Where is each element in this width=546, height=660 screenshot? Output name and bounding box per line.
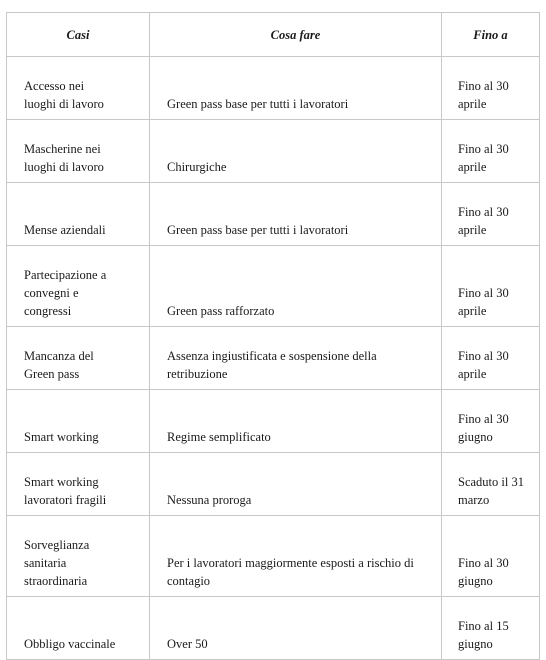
cell-cosa-fare: Regime semplificato (150, 390, 442, 453)
cell-fino-a: Fino al 30 giugno (442, 516, 540, 597)
table-row (7, 516, 540, 597)
cell-cosa-fare: Per i lavoratori maggiormente esposti a rischio di contagio (150, 516, 442, 597)
cell-fino-a: Fino al 30 aprile (442, 246, 540, 327)
cell-fino-a: Fino al 30 aprile (442, 120, 540, 183)
table-row (7, 390, 540, 453)
cell-caso: Sorveglianza sanitaria straordinaria (7, 516, 150, 597)
cell-cosa-fare: Assenza ingiustificata e sospensione della retribuzione (150, 327, 442, 390)
header-casi: Casi (7, 13, 150, 57)
cell-fino-a: Fino al 15 giugno (442, 597, 540, 660)
table-row (7, 597, 540, 660)
table-row (7, 120, 540, 183)
cell-caso: Smart working lavoratori fragili (7, 453, 150, 516)
table-row (7, 183, 540, 246)
cell-cosa-fare: Green pass base per tutti i lavoratori (150, 183, 442, 246)
cell-caso: Mascherine nei luoghi di lavoro (7, 120, 150, 183)
table-row (7, 327, 540, 390)
cell-cosa-fare: Nessuna proroga (150, 453, 442, 516)
table-header-row (7, 13, 540, 57)
cell-caso: Smart working (7, 390, 150, 453)
cell-fino-a: Scaduto il 31 marzo (442, 453, 540, 516)
cell-fino-a: Fino al 30 aprile (442, 327, 540, 390)
header-fino-a: Fino a (442, 13, 540, 57)
table-row (7, 246, 540, 327)
cell-fino-a: Fino al 30 aprile (442, 183, 540, 246)
table-row (7, 57, 540, 120)
cell-cosa-fare: Green pass rafforzato (150, 246, 442, 327)
rules-table (6, 12, 540, 660)
table-row (7, 453, 540, 516)
cell-caso: Obbligo vaccinale (7, 597, 150, 660)
cell-fino-a: Fino al 30 giugno (442, 390, 540, 453)
cell-caso: Mense aziendali (7, 183, 150, 246)
cell-fino-a: Fino al 30 aprile (442, 57, 540, 120)
cell-caso: Accesso nei luoghi di lavoro (7, 57, 150, 120)
cell-cosa-fare: Chirurgiche (150, 120, 442, 183)
cell-cosa-fare: Over 50 (150, 597, 442, 660)
cell-caso: Partecipazione a convegni e congressi (7, 246, 150, 327)
header-cosa-fare: Cosa fare (150, 13, 442, 57)
cell-caso: Mancanza del Green pass (7, 327, 150, 390)
cell-cosa-fare: Green pass base per tutti i lavoratori (150, 57, 442, 120)
